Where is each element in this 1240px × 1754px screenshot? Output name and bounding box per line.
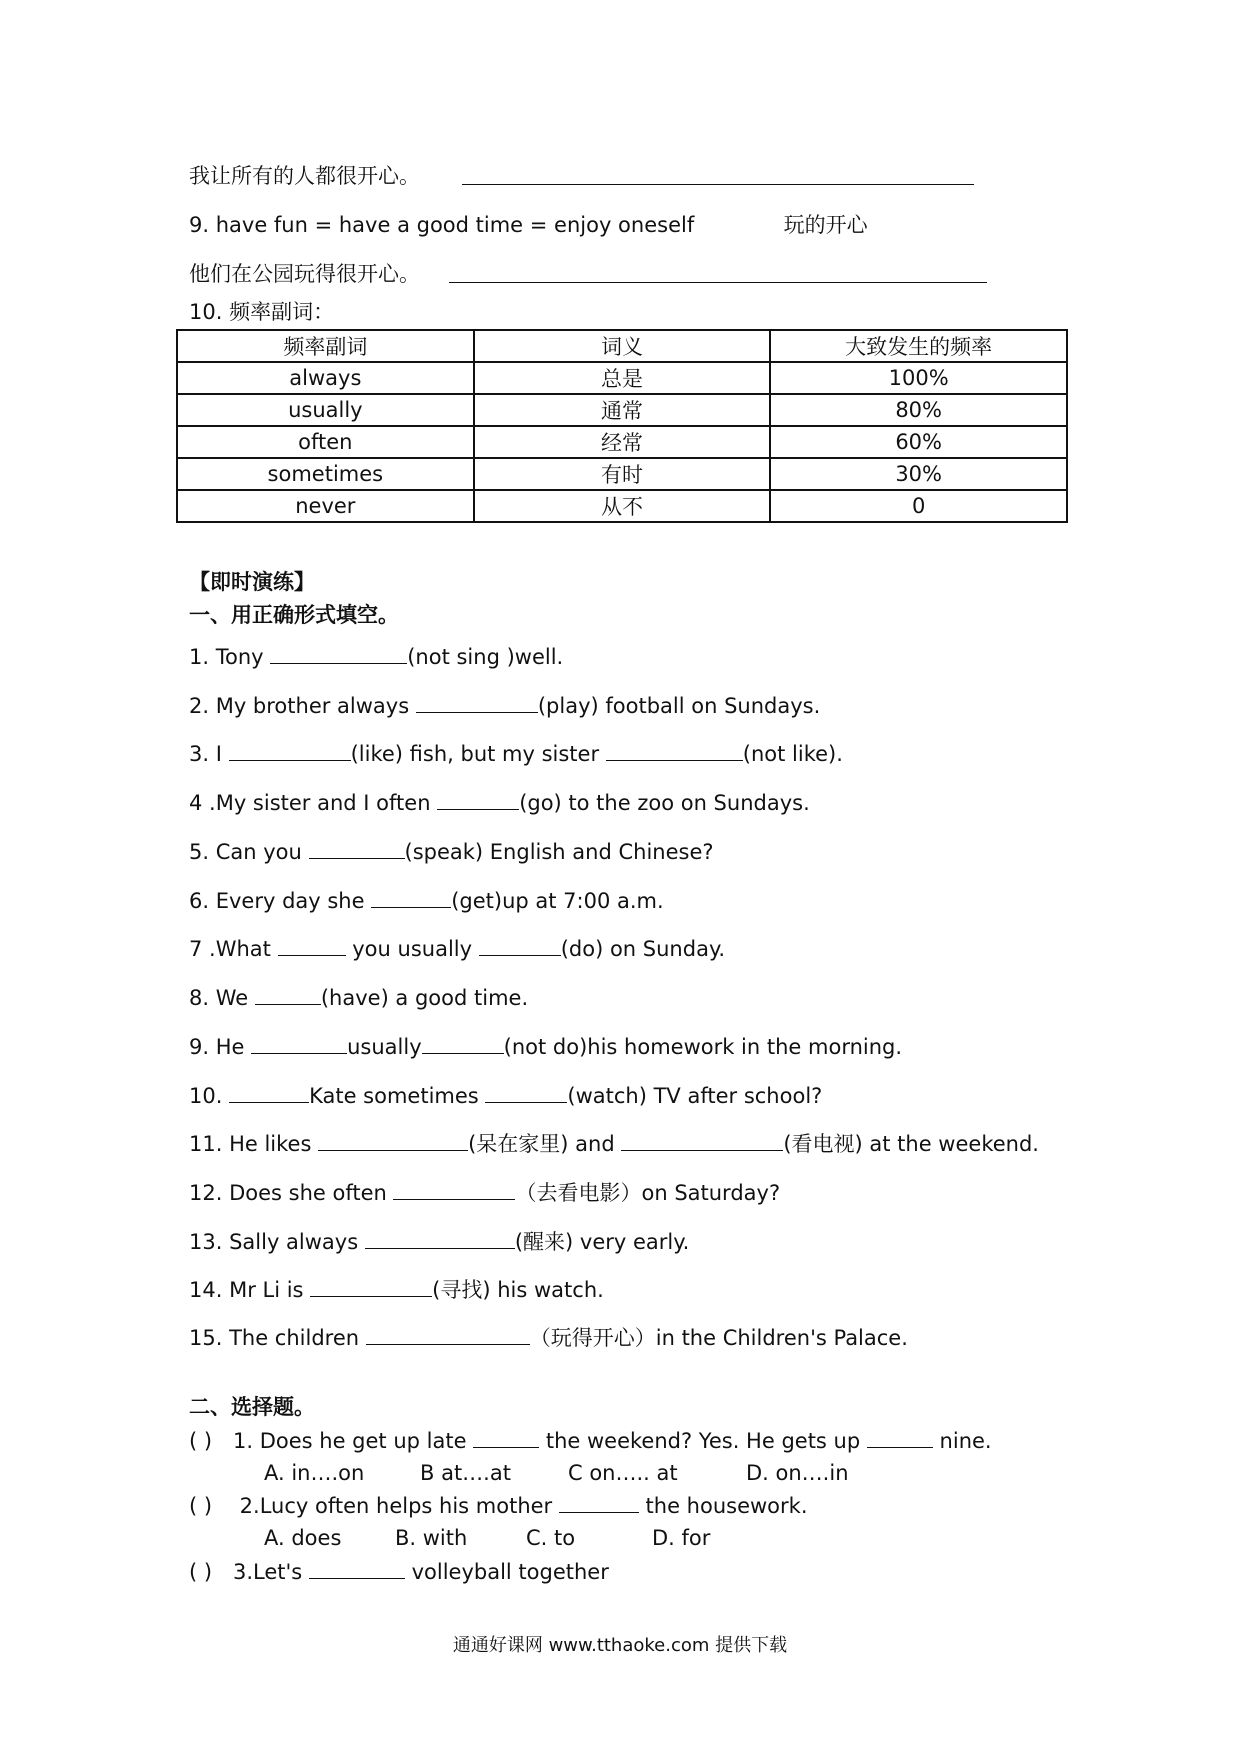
q-text: (看电视) at the weekend.: [783, 1132, 1039, 1156]
sentence-8-chinese: 我让所有的人都很开心。: [189, 164, 420, 188]
table-header-cell: 大致发生的频率: [770, 330, 1067, 362]
table-cell: sometimes: [177, 458, 474, 490]
table-cell: 总是: [474, 362, 771, 394]
sentence-9-chinese: 他们在公园玩得很开心。: [189, 262, 420, 286]
q-text: (like) fish, but my sister: [350, 742, 606, 766]
answer-line-9[interactable]: [449, 282, 987, 283]
answer-blank[interactable]: [229, 1080, 309, 1103]
q-text: （去看电影）on Saturday?: [515, 1181, 781, 1205]
question-3: [189, 738, 843, 769]
answer-bracket[interactable]: ( ): [189, 1494, 213, 1518]
option[interactable]: C. to: [526, 1526, 576, 1550]
q-text: (do) on Sunday.: [560, 937, 726, 961]
question-7: [189, 933, 725, 964]
q-text: (not do)his homework in the morning.: [503, 1035, 903, 1059]
q-text: (呆在家里) and: [468, 1132, 622, 1156]
question-14: [189, 1274, 604, 1305]
table-cell: always: [177, 362, 474, 394]
option[interactable]: C on….. at: [568, 1461, 678, 1485]
table-cell: 100%: [770, 362, 1067, 394]
item-9-meaning: 玩的开心: [783, 213, 868, 237]
q-text: 7 .What: [189, 937, 278, 961]
q-text: (醒来) very early.: [514, 1230, 690, 1254]
table-cell: 30%: [770, 458, 1067, 490]
table-cell: 通常: [474, 394, 771, 426]
item-10-title: 10. 频率副词：: [189, 300, 335, 324]
table-cell: 0: [770, 490, 1067, 522]
section-2-title: 二、选择题。: [189, 1394, 315, 1419]
answer-blank[interactable]: [867, 1425, 933, 1448]
answer-blank[interactable]: [270, 641, 407, 664]
q-text: nine.: [932, 1429, 992, 1453]
answer-line-8[interactable]: [462, 184, 974, 185]
question-6: [189, 885, 664, 916]
practice-title: 【即时演练】: [189, 569, 315, 594]
answer-blank[interactable]: [559, 1490, 639, 1513]
answer-blank[interactable]: [255, 982, 321, 1005]
q-text: you usually: [345, 937, 479, 961]
option[interactable]: B. with: [395, 1526, 468, 1550]
q-text: 5. Can you: [189, 840, 309, 864]
answer-blank[interactable]: [318, 1128, 468, 1151]
answer-blank[interactable]: [473, 1425, 539, 1448]
answer-blank[interactable]: [416, 690, 538, 713]
table-header-cell: 频率副词: [177, 330, 474, 362]
answer-blank[interactable]: [229, 738, 351, 761]
choice-2-options: [264, 1523, 710, 1553]
answer-blank[interactable]: [310, 1274, 432, 1297]
q-text: (speak) English and Chinese?: [404, 840, 714, 864]
answer-blank[interactable]: [366, 1322, 530, 1345]
table-row: [177, 490, 1067, 522]
q-text: volleyball together: [404, 1560, 609, 1584]
question-1: [189, 641, 563, 672]
table-header-row: [177, 330, 1067, 362]
answer-blank[interactable]: [365, 1226, 515, 1249]
choice-question-2: [189, 1490, 808, 1521]
q-text: 1. Tony: [189, 645, 271, 669]
q-text: (play) football on Sundays.: [537, 694, 821, 718]
item-9-text: 9. have fun = have a good time = enjoy oneself: [189, 213, 695, 237]
q-text: （玩得开心）in the Children's Palace.: [529, 1326, 908, 1350]
option[interactable]: A. does: [264, 1526, 342, 1550]
answer-blank[interactable]: [251, 1031, 347, 1054]
answer-blank[interactable]: [485, 1080, 567, 1103]
question-2: [189, 690, 820, 721]
table-row: [177, 362, 1067, 394]
q-text: 6. Every day she: [189, 889, 372, 913]
q-text: 9. He: [189, 1035, 252, 1059]
choice-1-options: [264, 1458, 849, 1488]
q-text: (have) a good time.: [320, 986, 529, 1010]
question-13: [189, 1226, 689, 1257]
option[interactable]: D. for: [652, 1526, 711, 1550]
q-text: 12. Does she often: [189, 1181, 394, 1205]
question-12: [189, 1177, 780, 1208]
question-9: [189, 1031, 902, 1062]
frequency-adverb-table: [176, 329, 1068, 523]
table-row: [177, 394, 1067, 426]
q-text: Kate sometimes: [309, 1084, 486, 1108]
q-text: 8. We: [189, 986, 255, 1010]
q-text: 15. The children: [189, 1326, 366, 1350]
question-10: [189, 1080, 822, 1111]
answer-blank[interactable]: [371, 885, 451, 908]
answer-blank[interactable]: [309, 1556, 405, 1579]
q-text: (not like).: [742, 742, 843, 766]
option[interactable]: D. on….in: [746, 1461, 849, 1485]
table-row: [177, 458, 1067, 490]
question-11: [189, 1128, 1039, 1159]
answer-blank[interactable]: [309, 836, 405, 859]
table-cell: never: [177, 490, 474, 522]
q-text: (go) to the zoo on Sundays.: [519, 791, 810, 815]
answer-blank[interactable]: [393, 1177, 515, 1200]
answer-blank[interactable]: [621, 1128, 783, 1151]
q-text: (watch) TV after school?: [567, 1084, 823, 1108]
answer-blank[interactable]: [422, 1031, 504, 1054]
choice-question-1: [189, 1425, 992, 1456]
page-footer: 通通好课网 www.tthaoke.com 提供下载: [452, 1635, 788, 1656]
answer-bracket[interactable]: ( ): [189, 1429, 213, 1453]
option[interactable]: A. in….on: [264, 1461, 365, 1485]
table-row: [177, 426, 1067, 458]
q-text: 4 .My sister and I often: [189, 791, 438, 815]
q-text: (not sing )well.: [407, 645, 564, 669]
q-text: 2.Lucy often helps his mother: [233, 1494, 559, 1518]
table-cell: often: [177, 426, 474, 458]
answer-bracket[interactable]: ( ): [189, 1560, 213, 1584]
table-cell: 有时: [474, 458, 771, 490]
answer-blank[interactable]: [479, 933, 561, 956]
answer-blank[interactable]: [606, 738, 743, 761]
question-4: [189, 787, 810, 818]
item-9: [189, 210, 868, 240]
answer-blank[interactable]: [278, 933, 346, 956]
q-text: (寻找) his watch.: [432, 1278, 604, 1302]
q-text: 11. He likes: [189, 1132, 319, 1156]
table-header-cell: 词义: [474, 330, 771, 362]
q-text: (get)up at 7:00 a.m.: [451, 889, 664, 913]
question-5: [189, 836, 714, 867]
q-text: 3.Let's: [233, 1560, 309, 1584]
q-text: 2. My brother always: [189, 694, 416, 718]
table-cell: 从不: [474, 490, 771, 522]
answer-blank[interactable]: [437, 787, 519, 810]
q-text: 14. Mr Li is: [189, 1278, 311, 1302]
q-text: 3. I: [189, 742, 229, 766]
table-cell: 经常: [474, 426, 771, 458]
table-cell: usually: [177, 394, 474, 426]
choice-question-3: [189, 1556, 609, 1587]
q-text: the weekend? Yes. He gets up: [539, 1429, 867, 1453]
option[interactable]: B at….at: [420, 1461, 511, 1485]
question-15: [189, 1322, 908, 1353]
table-cell: 60%: [770, 426, 1067, 458]
table-cell: 80%: [770, 394, 1067, 426]
section-1-title: 一、用正确形式填空。: [189, 602, 399, 627]
question-8: [189, 982, 528, 1013]
q-text: 10.: [189, 1084, 230, 1108]
q-text: 1. Does he get up late: [233, 1429, 474, 1453]
q-text: usually: [347, 1035, 422, 1059]
q-text: the housework.: [638, 1494, 808, 1518]
q-text: 13. Sally always: [189, 1230, 365, 1254]
